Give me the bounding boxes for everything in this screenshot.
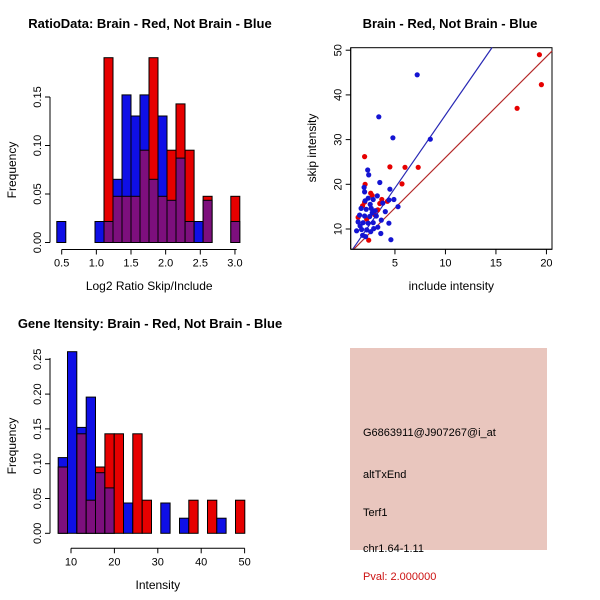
tick-label: 10	[64, 556, 78, 569]
histogram-bar	[140, 150, 149, 242]
intensity-scatter-panel	[300, 0, 600, 300]
tick-label: 0.15	[32, 418, 44, 440]
histogram-bar	[86, 500, 95, 533]
ratio-histogram-panel	[0, 0, 300, 300]
scatter-point-blue	[375, 193, 380, 198]
histogram-bar	[236, 500, 245, 533]
histogram-bar	[96, 473, 105, 534]
gene-info-panel	[300, 300, 600, 600]
gene-name-text: Terf1	[363, 507, 388, 519]
scatter-point-red	[537, 52, 542, 57]
tick-label: 20	[540, 257, 553, 270]
tick-label: 0.15	[32, 86, 44, 108]
ratio-histogram-title: RatioData: Brain - Red, Not Brain - Blue	[28, 16, 272, 31]
tick-label: 0.00	[32, 231, 44, 254]
scatter-point-blue	[368, 229, 373, 234]
histogram-bar	[95, 222, 104, 243]
tick-label: 20	[108, 556, 121, 569]
histogram-bar	[217, 518, 226, 533]
scatter-point-blue	[362, 189, 367, 194]
scatter-point-blue	[380, 201, 385, 206]
histogram-bar	[57, 222, 66, 243]
tick-label: 20	[332, 178, 345, 191]
scatter-point-blue	[415, 72, 420, 77]
x-axis-label: Log2 Ratio Skip/Include	[85, 279, 213, 293]
tick-label: 1.0	[88, 257, 104, 270]
gene-info-box	[350, 348, 547, 583]
scatter-point-blue	[366, 221, 371, 226]
scatter-point-blue	[365, 167, 370, 172]
scatter-point-blue	[360, 233, 365, 238]
tick-label: 0.25	[32, 348, 44, 371]
tick-label: 2.5	[192, 257, 208, 270]
tick-label: 30	[332, 133, 345, 146]
tick-label: 1.5	[123, 257, 139, 270]
event-type-text: altTxEnd	[363, 469, 407, 481]
scatter-point-blue	[377, 180, 382, 185]
tick-label: 0.10	[32, 134, 44, 157]
scatter-point-blue	[359, 227, 364, 232]
histogram-bar	[231, 222, 240, 243]
chromosome-text: chr1.64-1.11	[363, 543, 424, 555]
scatter-point-blue	[366, 172, 371, 177]
scatter-point-blue	[376, 114, 381, 119]
gene-histogram-title: Gene Itensity: Brain - Red, Not Brain - Blue	[17, 316, 283, 331]
histogram-bar	[104, 58, 113, 243]
scatter-point-blue	[374, 213, 379, 218]
intensity-scatter-title: Brain - Red, Not Brain - Blue	[362, 16, 538, 31]
histogram-bar	[131, 196, 140, 242]
scatter-point-blue	[387, 187, 392, 192]
tick-label: 0.05	[32, 183, 44, 205]
scatter-point-blue	[362, 185, 367, 190]
scatter-point-blue	[362, 213, 367, 218]
histogram-bar	[158, 196, 167, 242]
histogram-bar	[203, 200, 212, 242]
scatter-point-red	[387, 164, 392, 169]
gene-histogram-plot	[0, 300, 300, 600]
histogram-bar	[68, 352, 77, 534]
histogram-bar	[208, 500, 217, 533]
histogram-bar	[167, 200, 176, 242]
blue-line	[353, 48, 492, 250]
histogram-bar	[105, 488, 114, 533]
scatter-point-blue	[428, 137, 433, 142]
y-axis-label: Frequency	[5, 417, 19, 475]
probe-id-text: G6863911@J907267@i_at	[363, 427, 496, 439]
scatter-point-blue	[364, 207, 369, 212]
scatter-point-blue	[354, 228, 359, 233]
tick-label: 15	[489, 257, 503, 270]
histogram-bar	[58, 467, 67, 533]
y-axis-label: Frequency	[5, 141, 19, 199]
scatter-point-blue	[357, 213, 362, 218]
histogram-bar	[161, 503, 170, 533]
tick-label: 40	[332, 88, 345, 102]
histogram-bar	[124, 503, 133, 533]
tick-label: 2.0	[158, 257, 174, 270]
tick-label: 30	[151, 556, 164, 569]
histogram-bar	[114, 434, 123, 534]
scatter-point-blue	[368, 202, 373, 207]
histogram-bar	[142, 500, 151, 533]
scatter-point-red	[515, 106, 520, 111]
scatter-point-blue	[390, 135, 395, 140]
scatter-point-blue	[386, 197, 391, 202]
tick-label: 10	[332, 222, 345, 236]
gene-histogram-panel	[0, 300, 300, 600]
tick-label: 0.20	[32, 383, 44, 405]
scatter-point-blue	[383, 209, 388, 214]
scatter-point-blue	[378, 231, 383, 236]
tick-label: 50	[332, 44, 345, 57]
histogram-bar	[194, 222, 203, 243]
histogram-bar	[149, 179, 158, 242]
tick-label: 0.5	[54, 257, 70, 270]
pval-text: Pval: 2.000000	[363, 571, 437, 583]
histogram-bar	[104, 222, 113, 243]
tick-label: 5	[391, 257, 399, 270]
x-axis-label: include intensity	[408, 279, 495, 293]
x-axis-label: Intensity	[135, 578, 181, 592]
scatter-point-blue	[379, 218, 384, 223]
scatter-point-red	[362, 154, 367, 159]
tick-label: 0.05	[32, 487, 44, 510]
histogram-bar	[122, 196, 131, 242]
tick-label: 50	[238, 556, 251, 569]
histogram-bar	[133, 434, 142, 534]
ratio-histogram-plot	[0, 0, 300, 300]
tick-label: 10	[439, 257, 452, 270]
scatter-point-red	[399, 181, 404, 186]
histogram-bar	[77, 434, 86, 534]
scatter-point-blue	[388, 237, 393, 242]
tick-label: 0.00	[32, 522, 44, 545]
histogram-bar	[185, 222, 194, 243]
scatter-point-blue	[359, 206, 364, 211]
histogram-bar	[180, 518, 189, 533]
scatter-point-red	[539, 82, 544, 87]
histogram-bar	[189, 500, 198, 533]
y-axis-label: skip intensity	[305, 113, 319, 183]
scatter-point-blue	[371, 220, 376, 225]
tick-label: 3.0	[227, 257, 243, 270]
scatter-point-red	[402, 165, 407, 170]
histogram-bar	[113, 196, 122, 242]
scatter-point-red	[416, 165, 421, 170]
scatter-point-blue	[363, 198, 368, 203]
scatter-point-blue	[391, 197, 396, 202]
scatter-point-blue	[370, 210, 375, 215]
scatter-point-blue	[395, 204, 400, 209]
scatter-point-blue	[386, 221, 391, 226]
tick-label: 0.10	[32, 452, 44, 475]
histogram-bar	[176, 158, 185, 242]
scatter-point-blue	[371, 197, 376, 202]
intensity-scatter-plot	[300, 0, 600, 300]
tick-label: 40	[195, 556, 208, 569]
